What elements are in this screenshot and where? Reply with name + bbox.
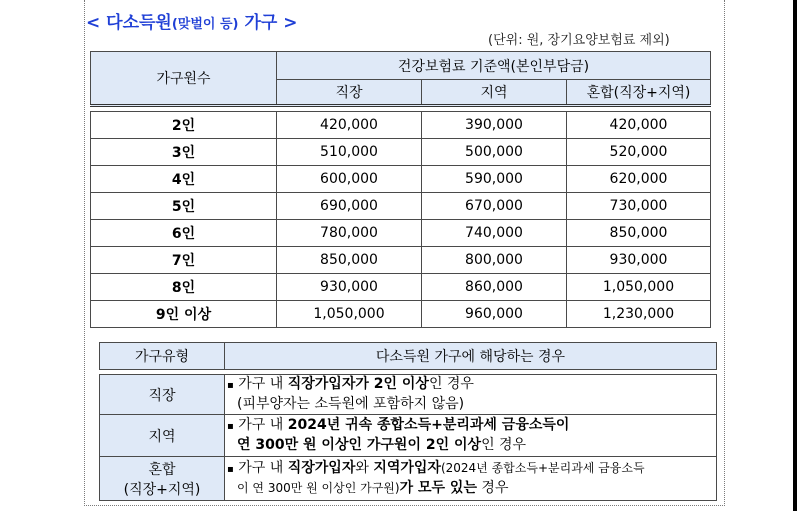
cell-region: 670,000	[422, 193, 567, 220]
table-row	[100, 457, 717, 501]
row-label: 혼합 (직장+지역)	[100, 457, 225, 501]
cell-region: 390,000	[422, 112, 567, 139]
cell-work: 420,000	[277, 112, 422, 139]
cell-mixed: 930,000	[567, 247, 711, 274]
cell-region: 740,000	[422, 220, 567, 247]
cell-region: 800,000	[422, 247, 567, 274]
table-row	[91, 247, 711, 274]
condition-text: ▪ 가구 내 2024년 귀속 종합소득+분리과세 금융소득이 연 300만 원 이상인 가구원이 2인 이상인 경우	[225, 415, 717, 457]
cell-mixed: 620,000	[567, 166, 711, 193]
cell-region: 500,000	[422, 139, 567, 166]
row-label: 직장	[100, 375, 225, 415]
header-household-type: 가구유형	[100, 343, 225, 370]
row-label: 7인	[91, 247, 277, 274]
bullet-icon: ▪	[227, 421, 234, 432]
cell-mixed: 730,000	[567, 193, 711, 220]
cell-work: 850,000	[277, 247, 422, 274]
cell-work: 1,050,000	[277, 301, 422, 328]
header-household-size: 가구원수	[91, 52, 277, 106]
table-row	[91, 166, 711, 193]
title-tail: 가구 >	[244, 13, 298, 33]
table-row	[91, 139, 711, 166]
condition-text: ▪ 가구 내 직장가입자가 2인 이상인 경우 (피부양자는 소득원에 포함하지 않음)	[225, 375, 717, 415]
table-row	[100, 415, 717, 457]
header-region: 지역	[422, 80, 567, 106]
table-row	[91, 301, 711, 328]
table-row	[91, 220, 711, 247]
header-premium-group: 건강보험료 기준액(본인부담금)	[277, 52, 711, 80]
header-mixed: 혼합(직장+지역)	[567, 80, 711, 106]
row-label: 6인	[91, 220, 277, 247]
right-edge-bar	[793, 0, 797, 511]
row-label: 9인 이상	[91, 301, 277, 328]
condition-text: ▪ 가구 내 직장가입자와 지역가입자(2024년 종합소득+분리과세 금융소득 이 연 300만 원 이상인 가구원)가 모두 있는 경우	[225, 457, 717, 501]
cell-region: 960,000	[422, 301, 567, 328]
row-label: 지역	[100, 415, 225, 457]
header-work: 직장	[277, 80, 422, 106]
cell-region: 860,000	[422, 274, 567, 301]
cell-mixed: 850,000	[567, 220, 711, 247]
table-row	[91, 112, 711, 139]
cell-work: 600,000	[277, 166, 422, 193]
bullet-icon: ▪	[227, 464, 234, 475]
title-paren: (맞벌이 등)	[171, 17, 239, 32]
premium-threshold-table	[90, 51, 711, 328]
table-row	[100, 375, 717, 415]
cell-work: 510,000	[277, 139, 422, 166]
bullet-icon: ▪	[227, 380, 234, 391]
row-label: 8인	[91, 274, 277, 301]
household-type-table	[99, 342, 717, 501]
cell-region: 590,000	[422, 166, 567, 193]
cell-mixed: 420,000	[567, 112, 711, 139]
row-label: 2인	[91, 112, 277, 139]
cell-mixed: 520,000	[567, 139, 711, 166]
unit-note: (단위: 원, 장기요양보험료 제외)	[488, 33, 670, 48]
title-main: < 다소득원	[86, 13, 172, 33]
table-row	[91, 274, 711, 301]
header-condition: 다소득원 가구에 해당하는 경우	[225, 343, 717, 370]
cell-work: 690,000	[277, 193, 422, 220]
table-row	[91, 193, 711, 220]
section-title	[86, 8, 297, 33]
cell-mixed: 1,230,000	[567, 301, 711, 328]
row-label: 4인	[91, 166, 277, 193]
row-label: 5인	[91, 193, 277, 220]
row-label: 3인	[91, 139, 277, 166]
cell-mixed: 1,050,000	[567, 274, 711, 301]
cell-work: 930,000	[277, 274, 422, 301]
cell-work: 780,000	[277, 220, 422, 247]
